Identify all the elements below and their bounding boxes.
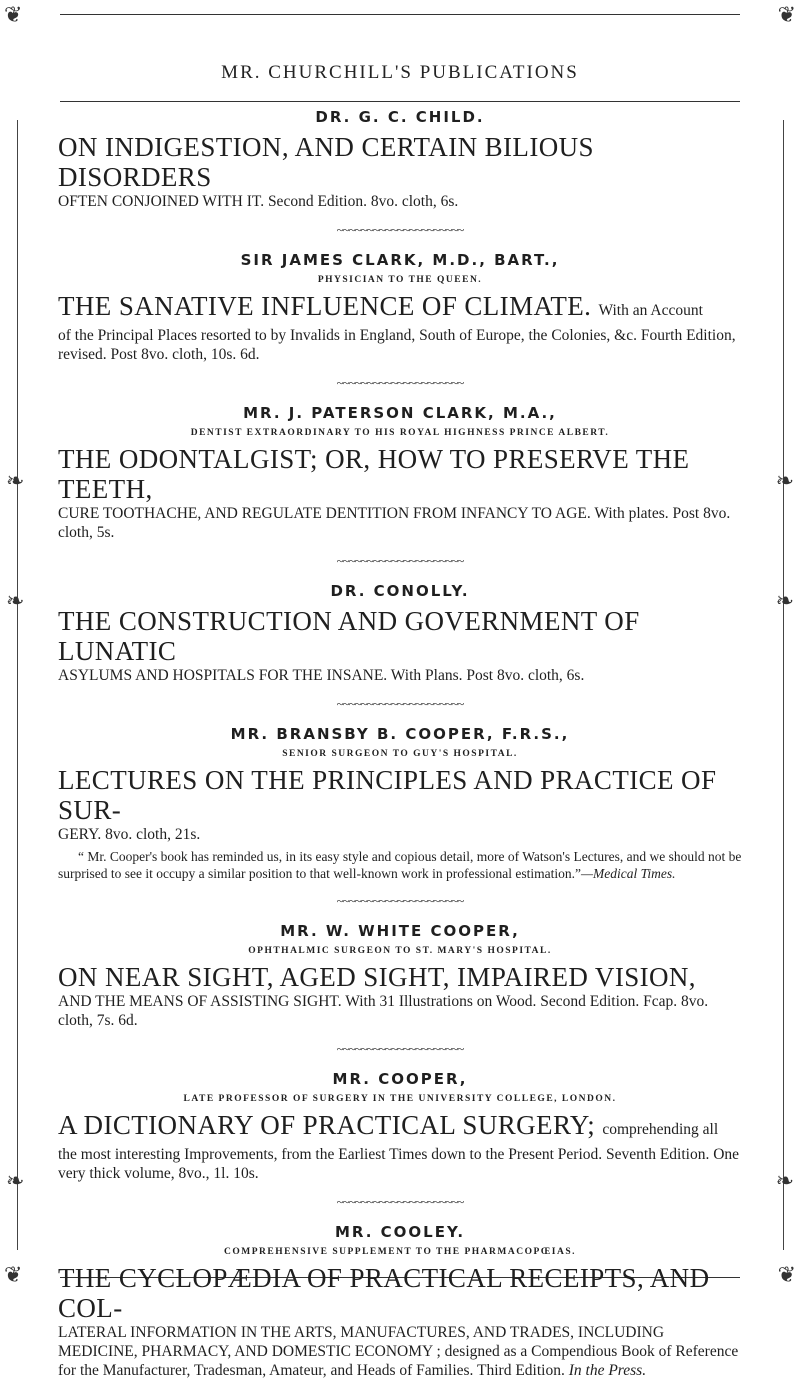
- side-ornament-icon: ❧: [6, 588, 25, 613]
- book-details: CURE TOOTHACHE, AND REGULATE DENTITION FROM INFANCY TO AGE. With plates. Post 8vo. cloth, 5s.: [58, 505, 731, 541]
- author-position: DENTIST EXTRAORDINARY TO HIS ROYAL HIGHNESS PRINCE ALBERT.: [190, 428, 610, 438]
- author-name: DR. CONOLLY.: [330, 582, 470, 600]
- book-title: LECTURES ON THE PRINCIPLES AND PRACTICE OF SUR-: [58, 765, 717, 825]
- book-title: ON NEAR SIGHT, AGED SIGHT, IMPAIRED VISION,: [58, 962, 696, 992]
- corner-ornament-icon: ❦: [4, 2, 23, 27]
- ornamental-divider: ~~~~~~~~~~~~~~~~~~~~~: [336, 696, 464, 711]
- book-details: the most interesting Improvements, from the Earliest Times down to the Present Period. Seventh Edition. One very thick volume, 8vo., 1l. 10s.: [58, 1146, 740, 1182]
- author-position: LATE PROFESSOR OF SURGERY IN THE UNIVERSITY COLLEGE, LONDON.: [183, 1094, 617, 1104]
- book-title: THE SANATIVE INFLUENCE OF CLIMATE. With an Account: [58, 291, 703, 321]
- quote-source: —Medical Times.: [581, 866, 676, 881]
- side-ornament-icon: ❧: [6, 1168, 25, 1193]
- left-border: [17, 120, 18, 1250]
- corner-ornament-icon: ❦: [777, 1262, 796, 1287]
- right-border: [783, 120, 784, 1250]
- book-title: THE CYCLOPÆDIA OF PRACTICAL RECEIPTS, AND COL-: [58, 1263, 710, 1323]
- ornamental-divider: ~~~~~~~~~~~~~~~~~~~~~: [336, 893, 464, 908]
- publication-entry: [58, 251, 742, 364]
- page-header-title: MR. CHURCHILL'S PUBLICATIONS: [221, 62, 579, 83]
- publication-entry: [58, 108, 742, 211]
- book-details: of the Principal Places resorted to by Invalids in England, South of Europe, the Colonies, &c. Fourth Edition, revised. Post 8vo. cloth, 10s. 6d.: [58, 327, 736, 363]
- title-tail: comprehending all: [602, 1121, 719, 1138]
- book-details: OFTEN CONJOINED WITH IT. Second Edition. 8vo. cloth, 6s.: [58, 193, 459, 210]
- ornamental-divider: ~~~~~~~~~~~~~~~~~~~~~: [336, 553, 464, 568]
- ornamental-divider: ~~~~~~~~~~~~~~~~~~~~~: [336, 1194, 464, 1209]
- book-title: THE ODONTALGIST; OR, HOW TO PRESERVE THE TEETH,: [58, 444, 690, 504]
- ornamental-divider: ~~~~~~~~~~~~~~~~~~~~~: [336, 1041, 464, 1056]
- ornamental-divider: ~~~~~~~~~~~~~~~~~~~~~: [336, 222, 464, 237]
- book-title: ON INDIGESTION, AND CERTAIN BILIOUS DISORDERS: [58, 132, 594, 192]
- review-quote: “ Mr. Cooper's book has reminded us, in its easy style and copious detail, more of Watson's Lectures, and we should not be surprised to see it occupy a similar position to that well-known work in professional estimation.”—Medical Times.: [58, 849, 742, 881]
- publication-entry: [58, 582, 742, 685]
- ornamental-divider: ~~~~~~~~~~~~~~~~~~~~~: [336, 375, 464, 390]
- author-name: MR. COOPER,: [332, 1070, 468, 1088]
- title-tail: With an Account: [598, 302, 703, 319]
- book-details: AND THE MEANS OF ASSISTING SIGHT. With 31 Illustrations on Wood. Second Edition. Fcap. 8vo. cloth, 7s. 6d.: [58, 993, 709, 1029]
- author-position: PHYSICIAN TO THE QUEEN.: [317, 275, 483, 285]
- book-title: A DICTIONARY OF PRACTICAL SURGERY; comprehending all: [58, 1110, 719, 1140]
- side-ornament-icon: ❧: [775, 468, 794, 493]
- author-name: DR. G. C. CHILD.: [315, 108, 485, 126]
- book-details: ASYLUMS AND HOSPITALS FOR THE INSANE. With Plans. Post 8vo. cloth, 6s.: [58, 667, 585, 684]
- publication-entry: [58, 1070, 742, 1183]
- top-rule: [60, 14, 740, 15]
- author-name: MR. J. PATERSON CLARK, M.A.,: [243, 404, 557, 422]
- publication-status: In the Press.: [568, 1362, 647, 1379]
- author-name: MR. BRANSBY B. COOPER, F.R.S.,: [230, 725, 570, 743]
- book-details: GERY. 8vo. cloth, 21s.: [58, 826, 201, 843]
- author-name: MR. W. WHITE COOPER,: [280, 922, 520, 940]
- author-name: SIR JAMES CLARK, M.D., BART.,: [240, 251, 560, 269]
- header-rule: [60, 101, 740, 102]
- author-position: COMPREHENSIVE SUPPLEMENT TO THE PHARMACOPŒIAS.: [223, 1247, 576, 1257]
- side-ornament-icon: ❧: [6, 468, 25, 493]
- publication-entry: [58, 1223, 742, 1380]
- publication-list: [58, 108, 742, 1380]
- publication-entry: [58, 725, 742, 882]
- corner-ornament-icon: ❦: [4, 1262, 23, 1287]
- author-position: SENIOR SURGEON TO GUY'S HOSPITAL.: [282, 749, 518, 759]
- publication-entry: [58, 404, 742, 542]
- publication-entry: [58, 922, 742, 1030]
- author-position: OPHTHALMIC SURGEON TO ST. MARY'S HOSPITAL.: [248, 946, 552, 956]
- book-title: THE CONSTRUCTION AND GOVERNMENT OF LUNATIC: [58, 606, 640, 666]
- corner-ornament-icon: ❦: [777, 2, 796, 27]
- side-ornament-icon: ❧: [775, 1168, 794, 1193]
- side-ornament-icon: ❧: [775, 588, 794, 613]
- book-details: LATERAL INFORMATION IN THE ARTS, MANUFACTURES, AND TRADES, INCLUDING MEDICINE, PHARMACY, AND DOMESTIC ECONOMY ; designed as a Compendious Book of Reference for the Manufacturer, Tradesman, Amateur, and Heads of Families. Third Edition. In the Press.: [58, 1324, 739, 1379]
- author-name: MR. COOLEY.: [334, 1223, 466, 1241]
